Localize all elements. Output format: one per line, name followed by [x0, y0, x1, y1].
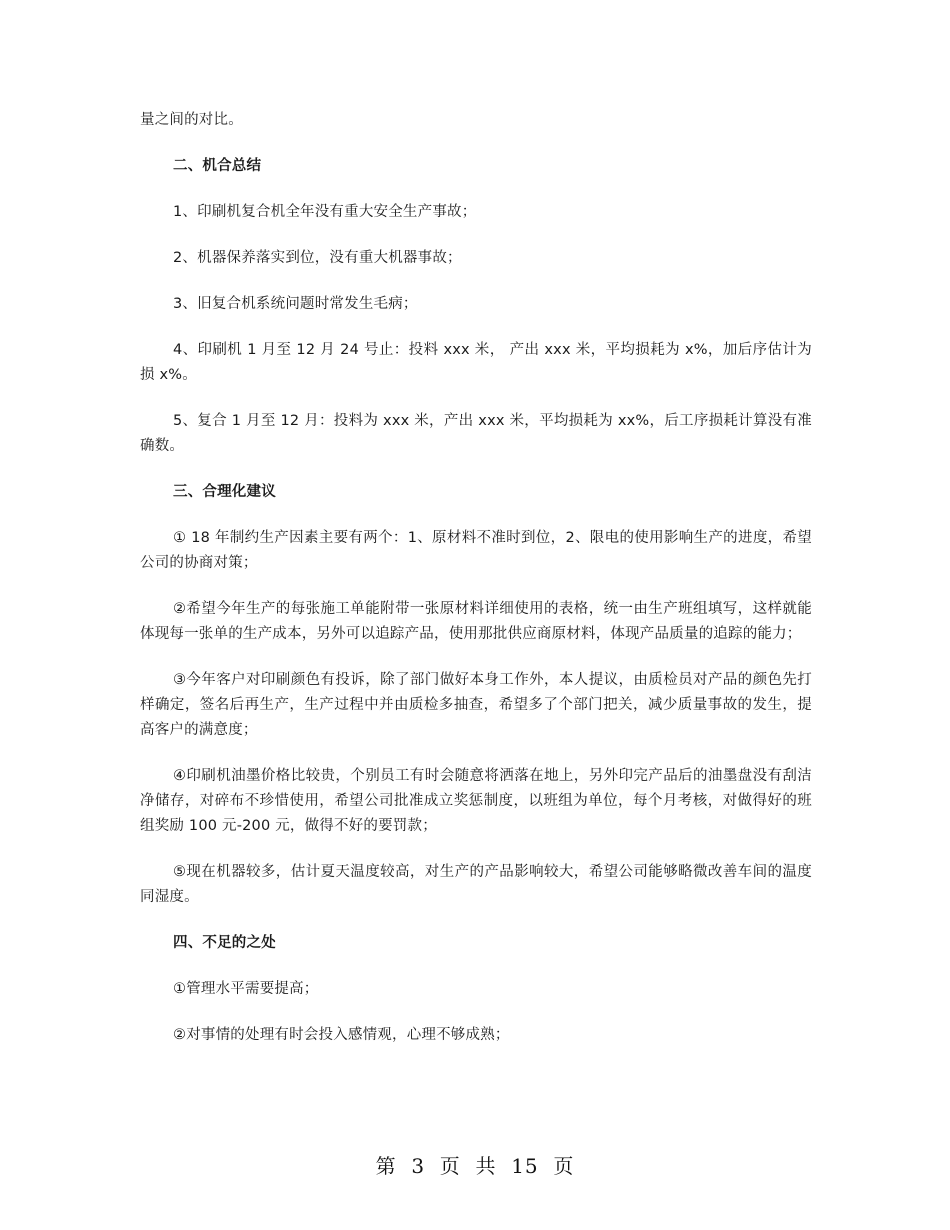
page-number-footer	[0, 1150, 950, 1179]
paragraph-continuation: 量之间的对比。	[140, 112, 243, 128]
suggestion-item: ③今年客户对印刷颜色有投诉，除了部门做好本身工作外，本人提议，由质检员对产品的颜色先打样确定，签名后再生产，生产过程中并由质检多抽查，希望多了个部门把关，减少质量事故的发生，提高客户的满意度；	[140, 672, 812, 738]
section-heading-2: 二、机合总结	[173, 158, 262, 174]
shortcoming-item: ①管理水平需要提高；	[173, 981, 319, 997]
section-heading-4: 四、不足的之处	[173, 935, 276, 951]
suggestion-item: ⑤现在机器较多，估计夏天温度较高，对生产的产品影响较大，希望公司能够略微改善车间的温度同湿度。	[140, 864, 812, 905]
suggestion-item: ④印刷机油墨价格比较贵，个别员工有时会随意将洒落在地上，另外印完产品后的油墨盘没有刮洁净储存，对碎布不珍惜使用，希望公司批准成立奖惩制度，以班组为单位，每个月考核，对做得好的班组奖励 100 元-200 元，做得不好的要罚款；	[140, 768, 812, 834]
list-item: 3、旧复合机系统问题时常发生毛病；	[173, 296, 418, 312]
list-item: 2、机器保养落实到位，没有重大机器事故；	[173, 250, 462, 266]
list-item: 1、印刷机复合机全年没有重大安全生产事故；	[173, 204, 477, 220]
section-heading-3: 三、合理化建议	[173, 484, 276, 500]
shortcoming-item: ②对事情的处理有时会投入感情观，心理不够成熟；	[173, 1027, 510, 1043]
suggestion-item: ②希望今年生产的每张施工单能附带一张原材料详细使用的表格，统一由生产班组填写，这样就能体现每一张单的生产成本，另外可以追踪产品，使用那批供应商原材料，体现产品质量的追踪的能力；	[140, 601, 812, 642]
list-item: 4、印刷机 1 月至 12 月 24 号止：投料 xxx 米， 产出 xxx 米，平均损耗为 x%，加后序估计为损 x%。	[140, 342, 812, 383]
list-item: 5、复合 1 月至 12 月：投料为 xxx 米，产出 xxx 米，平均损耗为 xx%，后工序损耗计算没有准确数。	[140, 413, 812, 454]
page-number-label: 第 3 页 共 15 页	[375, 1154, 575, 1178]
suggestion-item: ① 18 年制约生产因素主要有两个：1、原材料不准时到位，2、限电的使用影响生产的进度，希望公司的协商对策；	[140, 530, 812, 571]
document-body	[140, 108, 812, 1069]
